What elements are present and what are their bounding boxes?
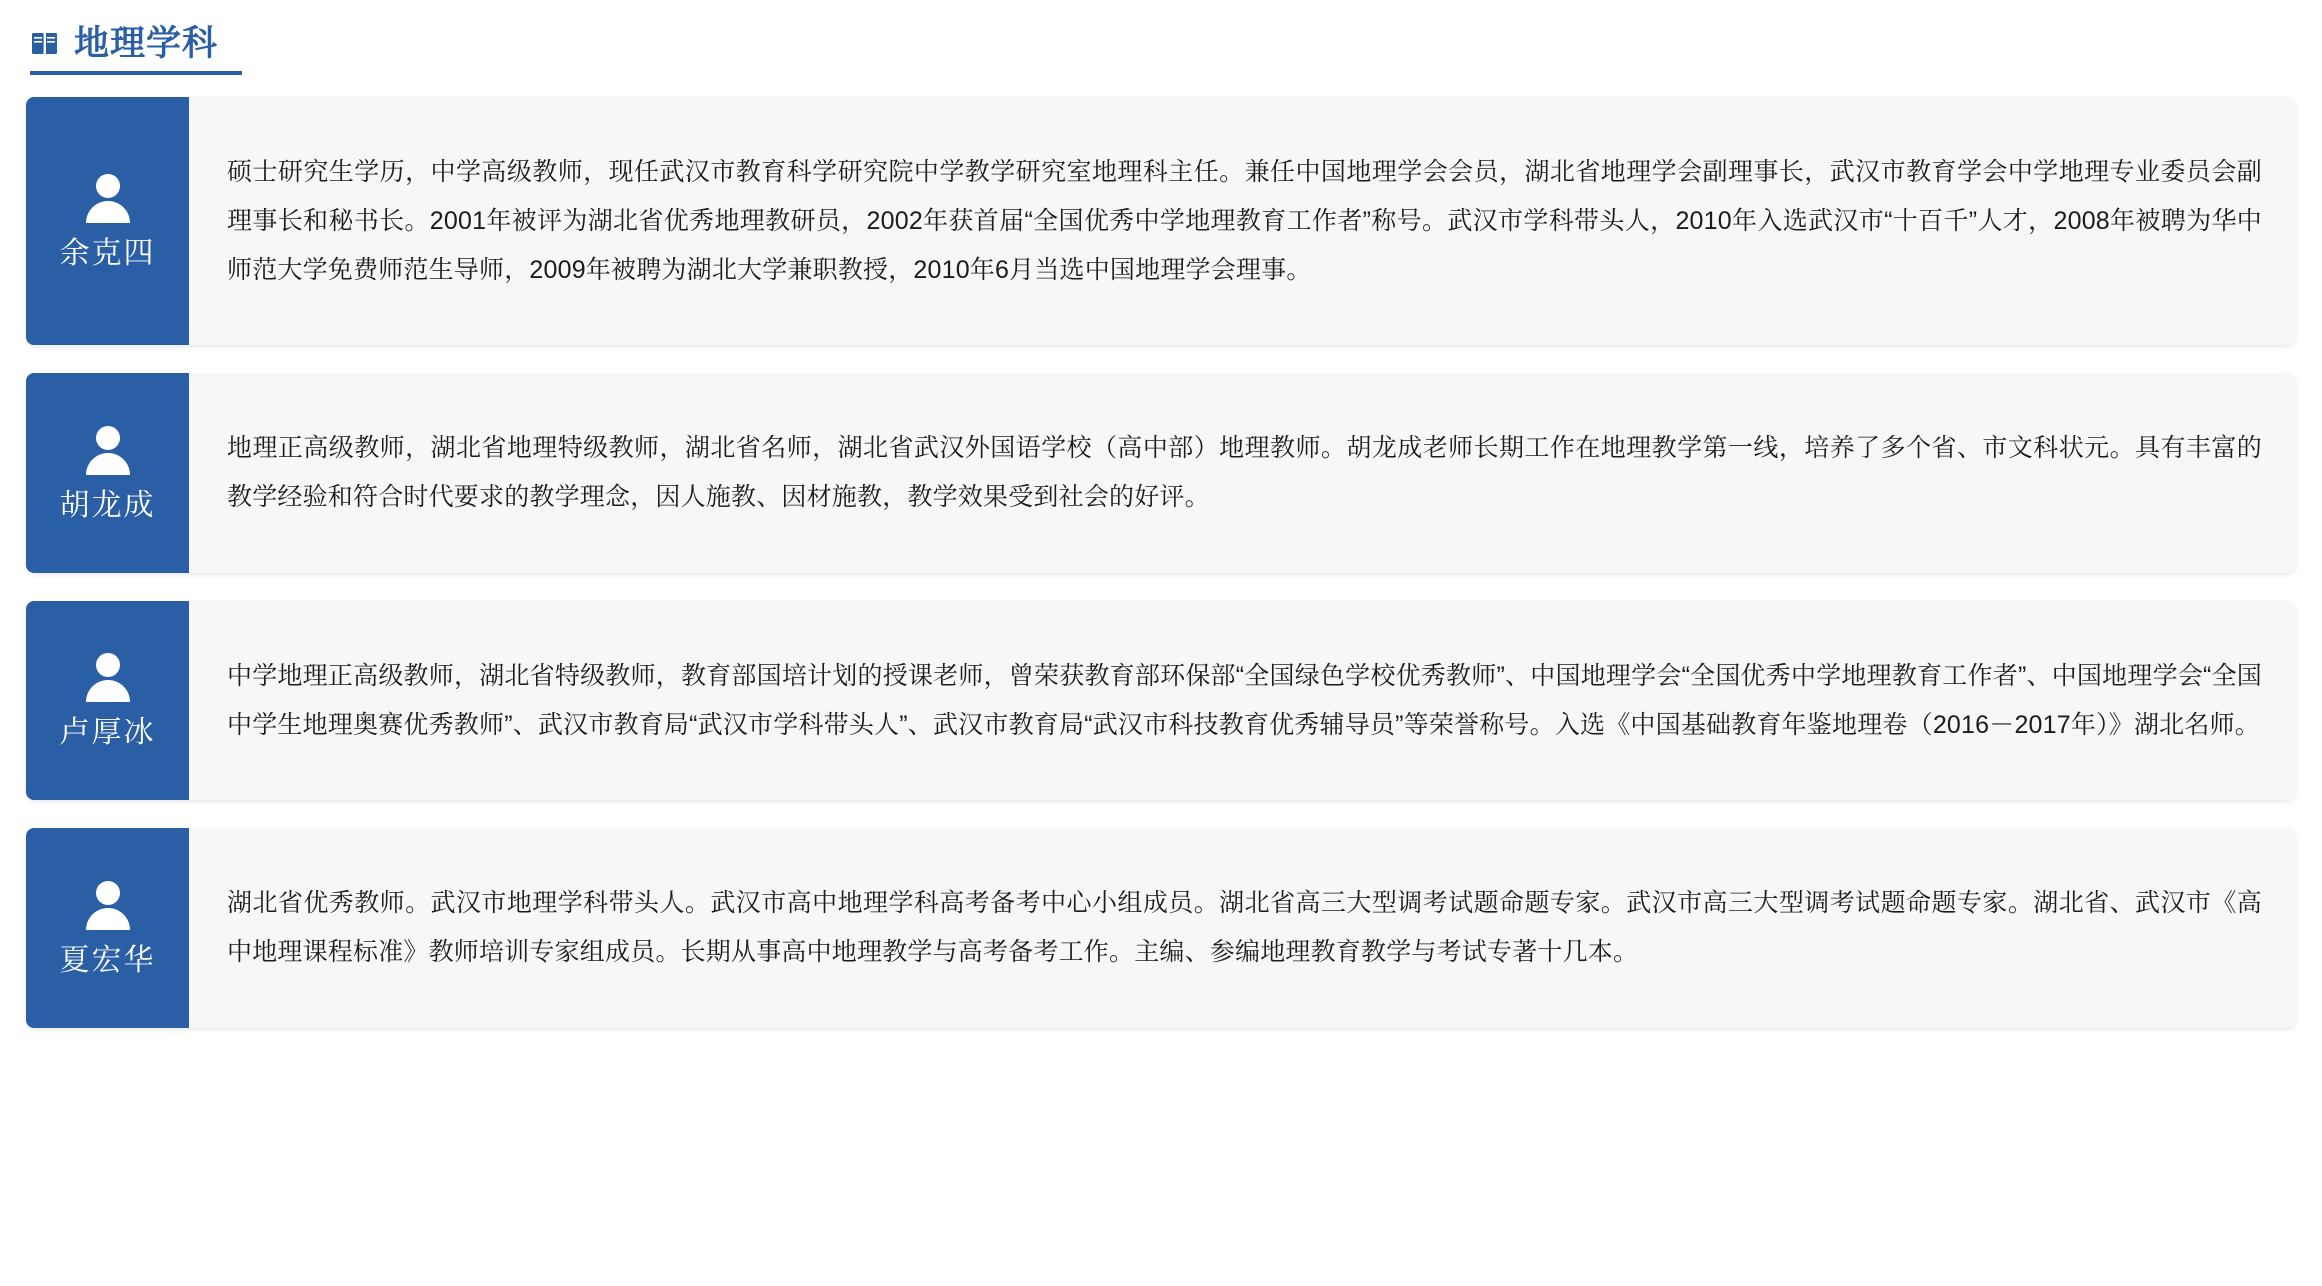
teacher-card xyxy=(26,97,2296,345)
person-icon xyxy=(81,876,135,934)
teacher-card xyxy=(26,828,2296,1028)
teacher-name: 余克四 xyxy=(59,236,156,270)
teacher-name: 夏宏华 xyxy=(59,943,156,977)
person-icon xyxy=(81,648,135,706)
person-icon xyxy=(81,421,135,479)
teacher-badge xyxy=(26,601,189,801)
teacher-card xyxy=(26,373,2296,573)
book-icon xyxy=(30,29,60,59)
teacher-body xyxy=(189,601,2296,801)
person-icon xyxy=(81,169,135,227)
teacher-body xyxy=(189,373,2296,573)
teacher-bio: 中学地理正高级教师，湖北省特级教师，教育部国培计划的授课老师，曾荣获教育部环保部“全国绿色学校优秀教师”、中国地理学会“全国优秀中学地理教育工作者”、中国地理学会“全国中学生地理奥赛优秀教师”、武汉市教育局“武汉市学科带头人”、武汉市教育局“武汉市科技教育优秀辅导员”等荣誉称号。入选《中国基础教育年鉴地理卷（2016－2017年）》湖北名师。 xyxy=(227,661,2262,739)
teacher-bio: 硕士研究生学历，中学高级教师，现任武汉市教育科学研究院中学教学研究室地理科主任。兼任中国地理学会会员，湖北省地理学会副理事长，武汉市教育学会中学地理专业委员会副理事长和秘书长。2001年被评为湖北省优秀地理教研员，2002年获首届“全国优秀中学地理教育工作者”称号。武汉市学科带头人，2010年入选武汉市“十百千”人才，2008年被聘为华中师范大学免费师范生导师，2009年被聘为湖北大学兼职教授，2010年6月当选中国地理学会理事。 xyxy=(227,158,2262,284)
teacher-badge xyxy=(26,97,189,345)
teacher-body xyxy=(189,97,2296,345)
teacher-card xyxy=(26,601,2296,801)
section-header xyxy=(30,0,242,75)
teacher-badge xyxy=(26,828,189,1028)
teacher-card-list xyxy=(26,97,2296,1028)
teacher-name: 胡龙成 xyxy=(59,488,156,522)
teacher-bio: 地理正高级教师，湖北省地理特级教师，湖北省名师，湖北省武汉外国语学校（高中部）地理教师。胡龙成老师长期工作在地理教学第一线，培养了多个省、市文科状元。具有丰富的教学经验和符合时代要求的教学理念，因人施教、因材施教，教学效果受到社会的好评。 xyxy=(227,434,2262,511)
teacher-badge xyxy=(26,373,189,573)
page-title: 地理学科 xyxy=(74,24,219,63)
teacher-name: 卢厚冰 xyxy=(59,716,156,749)
teacher-bio: 湖北省优秀教师。武汉市地理学科带头人。武汉市高中地理学科高考备考中心小组成员。湖北省高三大型调考试题命题专家。武汉市高三大型调考试题命题专家。湖北省、武汉市《高中地理课程标准》教师培训专家组成员。长期从事高中地理教学与高考备考工作。主编、参编地理教育教学与考试专著十几本。 xyxy=(227,889,2262,966)
teacher-body xyxy=(189,828,2296,1028)
